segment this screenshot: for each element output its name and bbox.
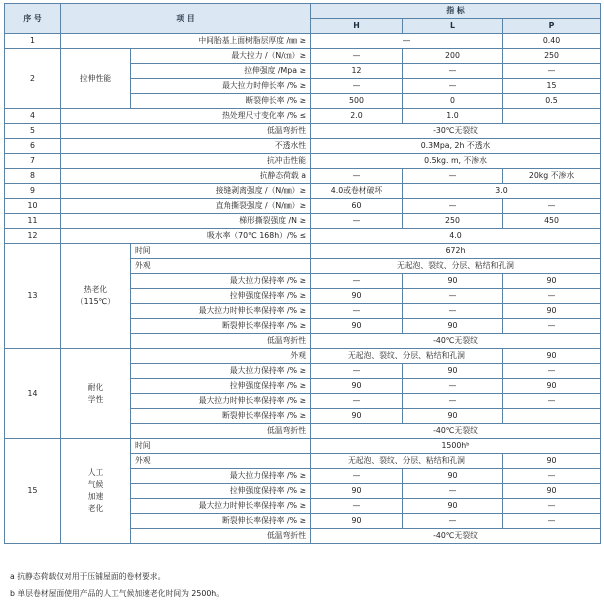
value-cell: — bbox=[311, 79, 403, 94]
value-cell: — bbox=[403, 394, 503, 409]
value-cell: — bbox=[503, 499, 601, 514]
seq-cell: 1 bbox=[5, 34, 61, 49]
seq-cell: 9 bbox=[5, 184, 61, 199]
table-row bbox=[5, 34, 601, 49]
item-cell: 最大拉力时伸长率保持率 /% ≥ bbox=[131, 394, 311, 409]
value-cell: 90 bbox=[403, 274, 503, 289]
table-row bbox=[5, 349, 601, 364]
footnote-a: a 抗静态荷载仅对用于压铺屋面的卷材要求。 bbox=[10, 572, 166, 581]
table-row bbox=[5, 109, 601, 124]
value-cell: — bbox=[403, 514, 503, 529]
value-cell: -40℃无裂纹 bbox=[311, 529, 601, 544]
value-cell: 90 bbox=[403, 364, 503, 379]
value-cell: — bbox=[503, 199, 601, 214]
table-row bbox=[5, 199, 601, 214]
header-col-p: P bbox=[503, 19, 601, 34]
group-cell bbox=[61, 439, 131, 544]
item-cell: 断裂伸长率保持率 /% ≥ bbox=[131, 319, 311, 334]
item-cell: 低温弯折性 bbox=[61, 124, 311, 139]
item-cell: 最大拉力保持率 /% ≥ bbox=[131, 364, 311, 379]
table-row bbox=[5, 139, 601, 154]
item-cell: 梯形撕裂强度 /N ≥ bbox=[61, 214, 311, 229]
item-cell: 直角撕裂强度 /（N/㎜）≥ bbox=[61, 199, 311, 214]
value-cell: 20kg 不渗水 bbox=[503, 169, 601, 184]
value-cell: — bbox=[403, 169, 503, 184]
seq-cell: 11 bbox=[5, 214, 61, 229]
value-cell: -40℃无裂纹 bbox=[311, 334, 601, 349]
group-cell bbox=[61, 49, 131, 109]
value-cell: 90 bbox=[311, 409, 403, 424]
group-cell bbox=[61, 349, 131, 439]
group-label: 热老化 （115℃） bbox=[75, 285, 116, 306]
seq-cell: 8 bbox=[5, 169, 61, 184]
value-cell: 90 bbox=[403, 499, 503, 514]
value-cell: 90 bbox=[311, 484, 403, 499]
value-cell: 250 bbox=[403, 214, 503, 229]
value-cell: -30℃无裂纹 bbox=[311, 124, 601, 139]
item-cell: 拉伸强度 /Mpa ≥ bbox=[131, 64, 311, 79]
item-cell: 外观 bbox=[131, 454, 311, 469]
group-label: 拉伸性能 bbox=[79, 73, 112, 83]
header-seq: 序 号 bbox=[5, 4, 61, 34]
item-cell: 时间 bbox=[131, 244, 311, 259]
item-cell: 抗静态荷载 a bbox=[61, 169, 311, 184]
item-cell: 不透水性 bbox=[61, 139, 311, 154]
value-cell: — bbox=[503, 64, 601, 79]
value-cell: — bbox=[311, 364, 403, 379]
item-cell: 最大拉力 /（N/㎝）≥ bbox=[131, 49, 311, 64]
value-cell: — bbox=[503, 514, 601, 529]
header-col-l: L bbox=[403, 19, 503, 34]
item-cell: 低温弯折性 bbox=[131, 529, 311, 544]
value-cell: 1500hᵇ bbox=[311, 439, 601, 454]
value-cell: — bbox=[503, 469, 601, 484]
value-cell: — bbox=[403, 64, 503, 79]
value-cell: -40℃无裂纹 bbox=[311, 424, 601, 439]
value-cell: — bbox=[311, 304, 403, 319]
value-cell: — bbox=[311, 394, 403, 409]
item-cell: 拉伸强度保持率 /% ≥ bbox=[131, 484, 311, 499]
table-row bbox=[5, 49, 601, 64]
seq-cell: 5 bbox=[5, 124, 61, 139]
group-label: 耐化 学性 bbox=[87, 382, 104, 404]
item-cell: 吸水率（70℃ 168h）/% ≤ bbox=[61, 229, 311, 244]
seq-cell: 14 bbox=[5, 349, 61, 439]
seq-cell: 2 bbox=[5, 49, 61, 109]
value-cell: 450 bbox=[503, 214, 601, 229]
value-cell: — bbox=[311, 34, 503, 49]
value-cell: 4.0或卷材破坏 bbox=[311, 184, 403, 199]
value-cell: 无起泡、裂纹、分层、粘结和孔洞 bbox=[311, 349, 503, 364]
value-cell: 90 bbox=[503, 379, 601, 394]
value-cell: 无起泡、裂纹、分层、粘结和孔洞 bbox=[311, 259, 601, 274]
seq-cell: 15 bbox=[5, 439, 61, 544]
footnote-b: b 单层卷材屋面使用产品的人工气候加速老化时间为 2500h。 bbox=[10, 589, 225, 598]
header-col-h: H bbox=[311, 19, 403, 34]
value-cell: — bbox=[503, 364, 601, 379]
value-cell: 90 bbox=[311, 514, 403, 529]
item-cell: 低温弯折性 bbox=[131, 424, 311, 439]
value-cell: 0.3Mpa, 2h 不透水 bbox=[311, 139, 601, 154]
item-cell: 拉伸强度保持率 /% ≥ bbox=[131, 379, 311, 394]
value-cell: 0.5kg. m, 不渗水 bbox=[311, 154, 601, 169]
value-cell: 90 bbox=[311, 379, 403, 394]
seq-cell: 7 bbox=[5, 154, 61, 169]
value-cell: — bbox=[403, 379, 503, 394]
header-item: 项 目 bbox=[61, 4, 311, 34]
value-cell: 90 bbox=[403, 469, 503, 484]
item-cell: 断裂伸长率 /% ≥ bbox=[131, 94, 311, 109]
table-row bbox=[5, 124, 601, 139]
item-cell: 低温弯折性 bbox=[131, 334, 311, 349]
value-cell: 90 bbox=[503, 349, 601, 364]
group-label: 人工 气候 加速 老化 bbox=[87, 468, 104, 513]
value-cell: 90 bbox=[503, 484, 601, 499]
table-notes bbox=[10, 568, 598, 602]
group-cell bbox=[61, 244, 131, 349]
value-cell: 90 bbox=[311, 289, 403, 304]
value-cell: — bbox=[403, 484, 503, 499]
value-cell: 90 bbox=[503, 304, 601, 319]
table-row bbox=[5, 229, 601, 244]
seq-cell: 13 bbox=[5, 244, 61, 349]
value-cell: 无起泡、裂纹、分层、粘结和孔洞 bbox=[311, 454, 503, 469]
value-cell: — bbox=[503, 319, 601, 334]
value-cell: 15 bbox=[503, 79, 601, 94]
value-cell: 500 bbox=[311, 94, 403, 109]
value-cell: 0.40 bbox=[503, 34, 601, 49]
header-index: 指 标 bbox=[311, 4, 601, 19]
item-cell: 热处理尺寸变化率 /% ≤ bbox=[61, 109, 311, 124]
value-cell: — bbox=[311, 214, 403, 229]
item-cell: 最大拉力时伸长率保持率 /% ≥ bbox=[131, 304, 311, 319]
value-cell: 0.5 bbox=[503, 94, 601, 109]
item-cell: 断裂伸长率保持率 /% ≥ bbox=[131, 514, 311, 529]
item-cell: 断裂伸长率保持率 /% ≥ bbox=[131, 409, 311, 424]
value-cell: 250 bbox=[503, 49, 601, 64]
value-cell: 60 bbox=[311, 199, 403, 214]
item-cell: 最大拉力时伸长率保持率 /% ≥ bbox=[131, 499, 311, 514]
value-cell: — bbox=[403, 304, 503, 319]
item-cell: 外观 bbox=[131, 259, 311, 274]
value-cell: — bbox=[403, 199, 503, 214]
value-cell: 90 bbox=[311, 319, 403, 334]
table-row bbox=[5, 184, 601, 199]
value-cell: — bbox=[311, 169, 403, 184]
value-cell: 90 bbox=[403, 319, 503, 334]
item-cell: 外观 bbox=[131, 349, 311, 364]
value-cell: 4.0 bbox=[311, 229, 601, 244]
item-cell: 中间胎基上面树脂层厚度 /㎜ ≥ bbox=[61, 34, 311, 49]
item-cell: 拉伸强度保持率 /% ≥ bbox=[131, 289, 311, 304]
item-cell: 时间 bbox=[131, 439, 311, 454]
seq-cell: 12 bbox=[5, 229, 61, 244]
value-cell: 672h bbox=[311, 244, 601, 259]
table-row bbox=[5, 214, 601, 229]
value-cell: — bbox=[503, 289, 601, 304]
value-cell: 2.0 bbox=[311, 109, 403, 124]
value-cell: — bbox=[311, 469, 403, 484]
value-cell: 90 bbox=[503, 454, 601, 469]
header-row bbox=[5, 4, 601, 19]
seq-cell: 6 bbox=[5, 139, 61, 154]
item-cell: 抗冲击性能 bbox=[61, 154, 311, 169]
value-cell: — bbox=[403, 289, 503, 304]
value-cell: 3.0 bbox=[403, 184, 601, 199]
value-cell: 90 bbox=[503, 274, 601, 289]
item-cell: 最大拉力时伸长率 /% ≥ bbox=[131, 79, 311, 94]
value-cell: 90 bbox=[403, 409, 503, 424]
seq-cell: 4 bbox=[5, 109, 61, 124]
value-cell: 0 bbox=[403, 94, 503, 109]
value-cell: — bbox=[503, 394, 601, 409]
spec-table bbox=[4, 3, 601, 544]
value-cell: 1.0 bbox=[403, 109, 503, 124]
value-cell bbox=[503, 409, 601, 424]
value-cell: — bbox=[403, 79, 503, 94]
item-cell: 最大拉力保持率 /% ≥ bbox=[131, 274, 311, 289]
value-cell: 12 bbox=[311, 64, 403, 79]
table-row bbox=[5, 154, 601, 169]
item-cell: 最大拉力保持率 /% ≥ bbox=[131, 469, 311, 484]
value-cell: — bbox=[311, 49, 403, 64]
seq-cell: 10 bbox=[5, 199, 61, 214]
value-cell: — bbox=[311, 274, 403, 289]
table-row bbox=[5, 244, 601, 259]
table-row bbox=[5, 439, 601, 454]
value-cell bbox=[503, 109, 601, 124]
value-cell: — bbox=[311, 499, 403, 514]
table-row bbox=[5, 169, 601, 184]
value-cell: 200 bbox=[403, 49, 503, 64]
item-cell: 接缝剥离强度 /（N/㎜）≥ bbox=[61, 184, 311, 199]
